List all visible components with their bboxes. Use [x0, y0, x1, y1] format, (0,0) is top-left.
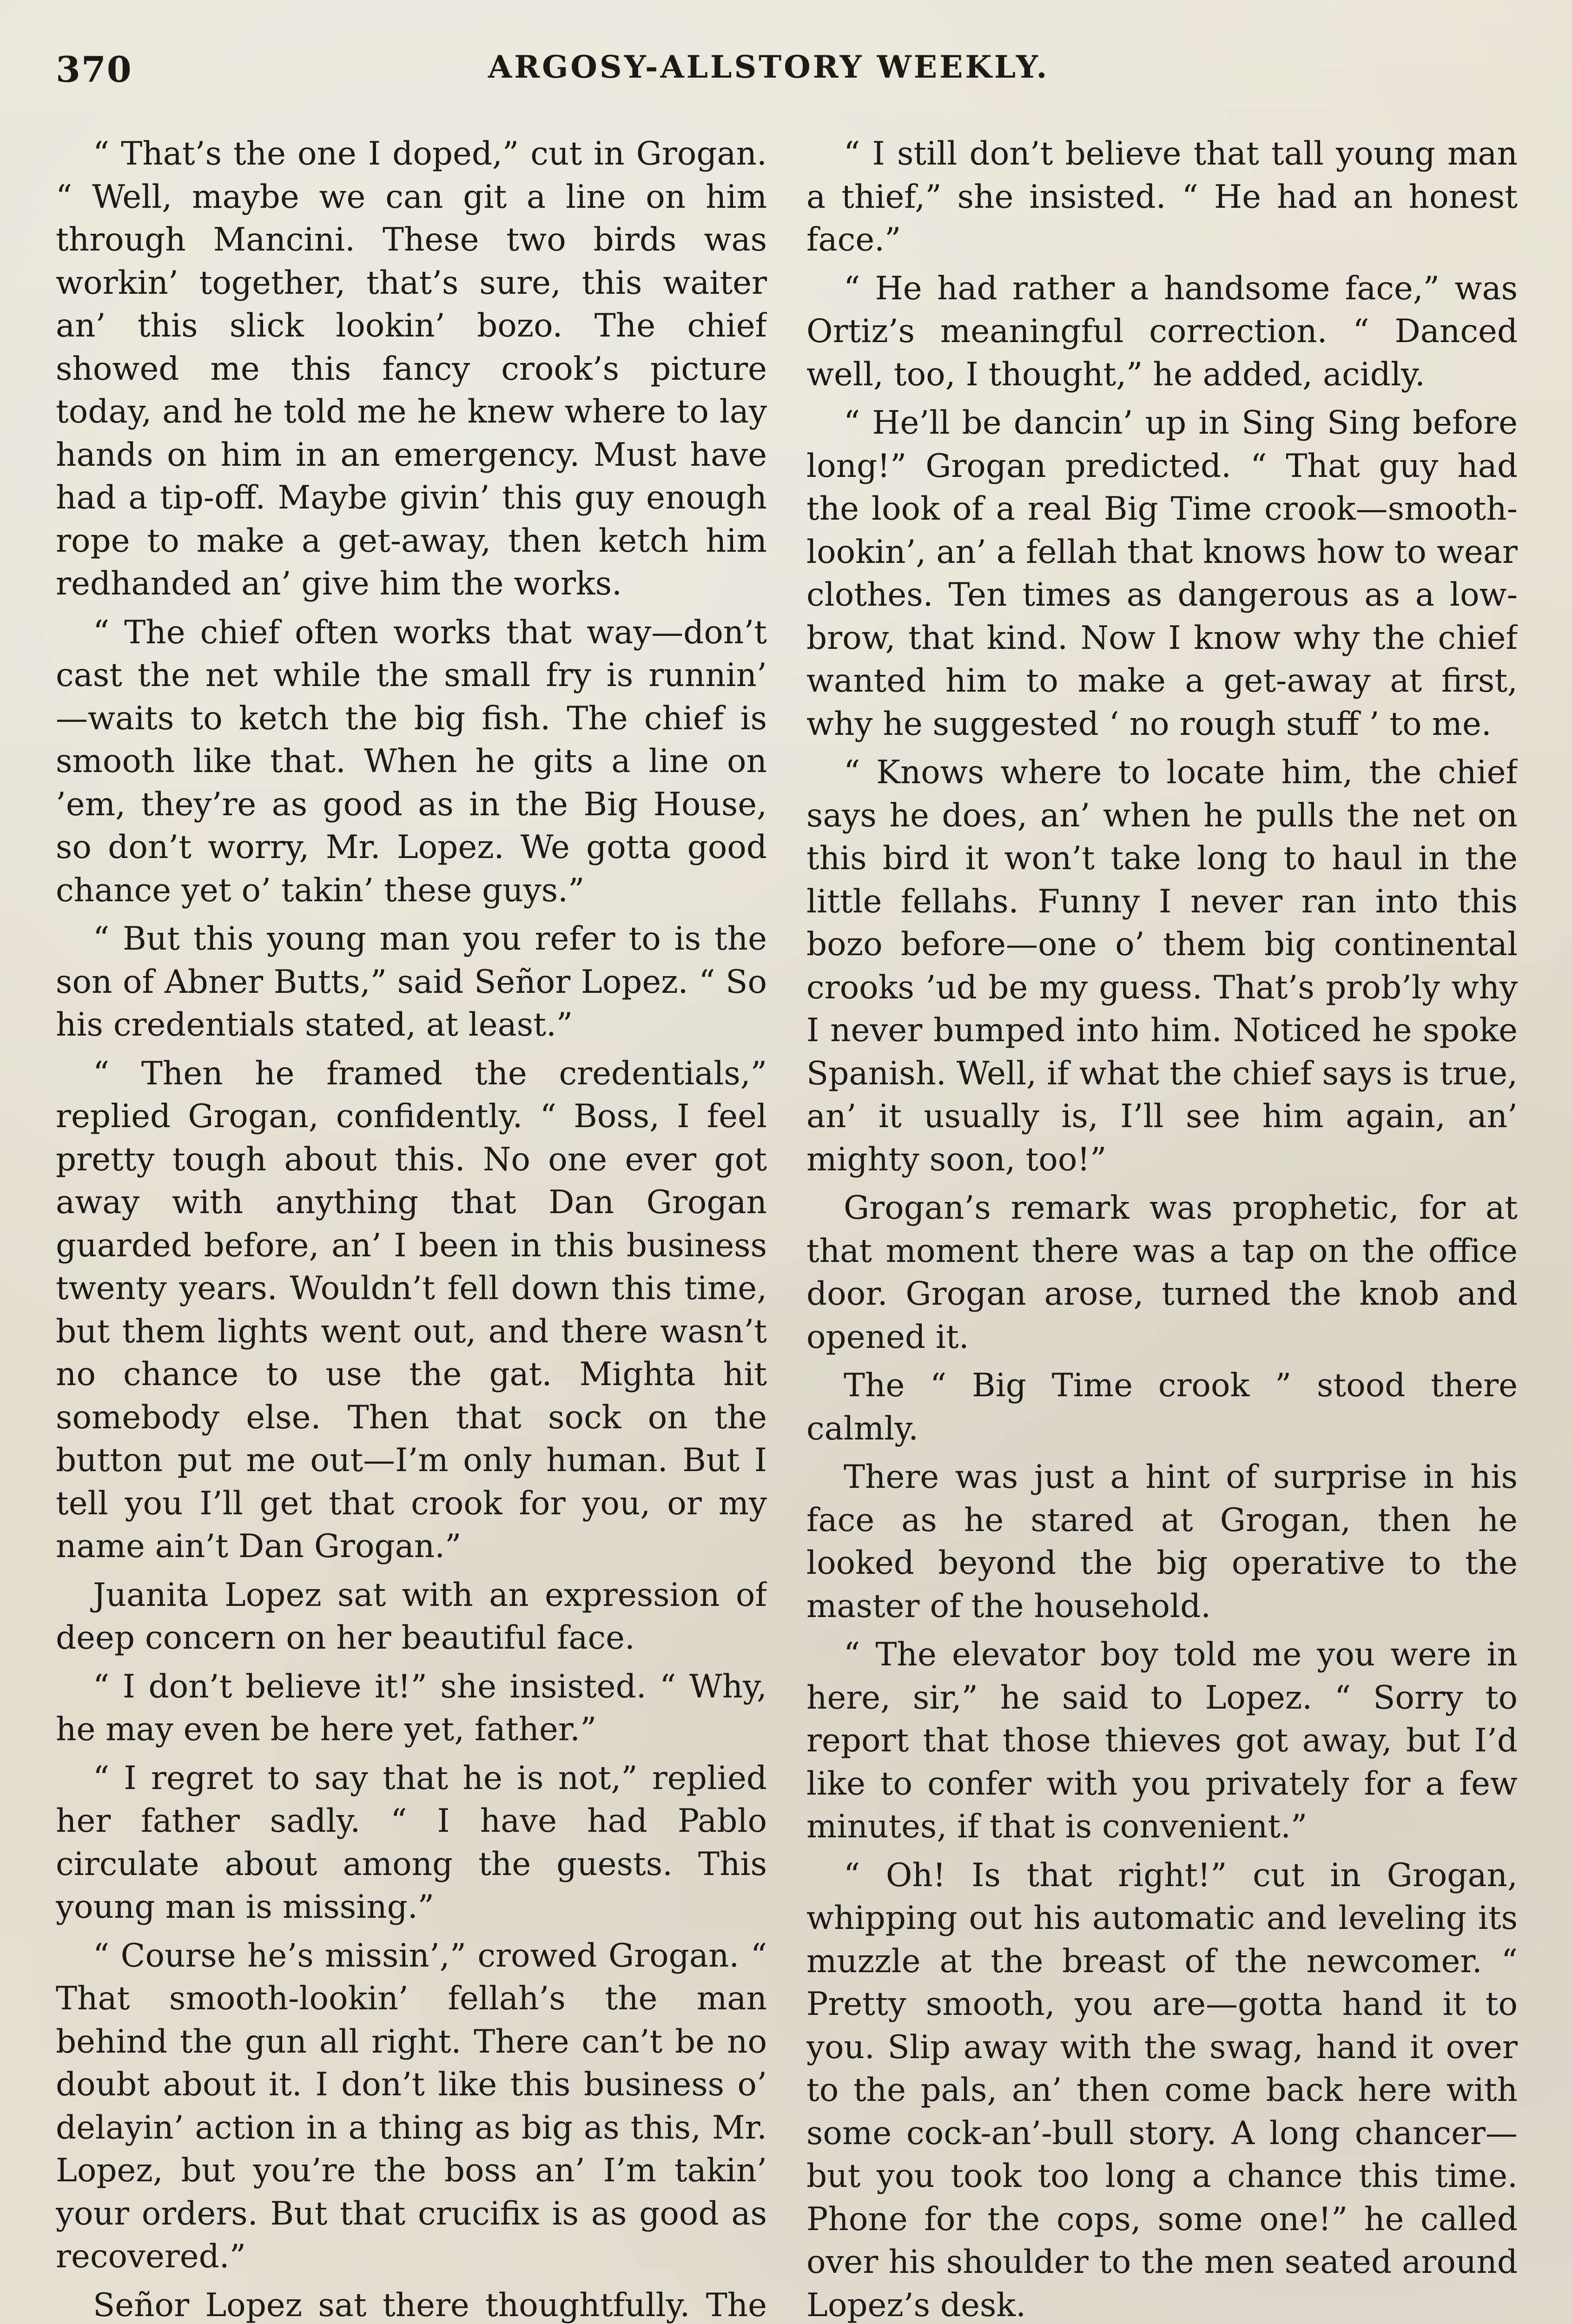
left-paragraph-9: Señor Lopez sat there thoughtfully. The [93, 2286, 767, 2324]
left-column [56, 132, 767, 2324]
left-paragraph-5: Juanita Lopez sat with an expression of deep concern on her beautiful face. [56, 1576, 767, 1657]
right-paragraph-9: “ Oh! Is that right!” cut in Grogan, whipping out his automatic and leveling its muzzle at the breast of the newcomer. “ Pretty smooth, you are—gotta hand it to you. Slip away with the swag, hand it over to the pals, an’ then come back here with some cock-an’-bull story. A long chancer—but you took too long a chance this time. Phone for the cops, some one!” he called over his shoulder to the men seated around Lopez’s desk. [806, 1856, 1518, 2324]
left-paragraph-2: “ The chief often works that way—don’t cast the net while the small fry is runnin’ —waits to ketch the big fish. The chief is smooth like that. When he gits a line on ’em, they’re as good as in the Big House, so don’t worry, Mr. Lopez. We gotta good chance yet o’ takin’ these guys.” [56, 614, 767, 909]
right-paragraph-7: There was just a hint of surprise in his face as he stared at Grogan, then he looked beyond the big operative to the master of the household. [806, 1459, 1518, 1625]
right-paragraph-4: “ Knows where to locate him, the chief says he does, an’ when he pulls the net on this bird it won’t take long to haul in the little fellahs. Funny I never ran into this bozo before—one o’ them big continental crooks ’ud be my guess. That’s prob’ly why I never bumped into him. Noticed he spoke Spanish. Well, if what the chief says is true, an’ it usually is, I’ll see him again, an’ mighty soon, too!” [806, 754, 1518, 1178]
left-paragraph-3: “ But this young man you refer to is the son of Abner Butts,” said Señor Lopez. “ So his credentials stated, at least.” [56, 920, 767, 1043]
right-column [806, 132, 1518, 2324]
left-paragraph-4: “ Then he framed the credentials,” replied Grogan, confidently. “ Boss, I feel pretty tough about this. No one ever got away with anything that Dan Grogan guarded before, an’ I been in this business twenty years. Wouldn’t fell down this time, but them lights went out, and there wasn’t no chance to use the gat. Mighta hit somebody else. Then that sock on the button put me out—I’m only human. But I tell you I’ll get that crook for you, or my name ain’t Dan Grogan.” [56, 1055, 767, 1565]
page-number: 370 [56, 49, 132, 90]
left-paragraph-1: “ That’s the one I doped,” cut in Grogan. “ Well, maybe we can git a line on him through Mancini. These two birds was workin’ together, that’s sure, this waiter an’ this slick lookin’ bozo. The chief showed me this fancy crook’s picture today, and he told me he knew where to lay hands on him in an emergency. Must have had a tip-off. Maybe givin’ this guy enough rope to make a get-away, then ketch him redhanded an’ give him the works. [56, 135, 767, 602]
right-paragraph-1: “ I still don’t believe that tall young man a thief,” she insisted. “ He had an honest face.” [806, 135, 1518, 258]
left-paragraph-8: “ Course he’s missin’,” crowed Grogan. “ That smooth-lookin’ fellah’s the man behind the gun all right. There can’t be no doubt about it. I don’t like this business o’ delayin’ action in a thing as big as this, Mr. Lopez, but you’re the boss an’ I’m takin’ your orders. But that crucifix is as good as recovered.” [56, 1937, 767, 2275]
right-paragraph-2: “ He had rather a handsome face,” was Ortiz’s meaningful correction. “ Danced well, too, I thought,” he added, acidly. [806, 270, 1518, 393]
left-paragraph-6: “ I don’t believe it!” she insisted. “ Why, he may even be here yet, father.” [56, 1668, 767, 1748]
left-paragraph-7: “ I regret to say that he is not,” replied her father sadly. “ I have had Pablo circulate about among the guests. This young man is missing.” [56, 1759, 767, 1926]
right-paragraph-8: “ The elevator boy told me you were in here, sir,” he said to Lopez. “ Sorry to report that those thieves got away, but I’d like to confer with you privately for a few minutes, if that is convenient.” [806, 1636, 1518, 1845]
right-paragraph-3: “ He’ll be dancin’ up in Sing Sing before long!” Grogan predicted. “ That guy had the look of a real Big Time crook—smooth-lookin’, an’ a fellah that knows how to wear clothes. Ten times as dangerous as a low-brow, that kind. Now I know why the chief wanted him to make a get-away at first, why he suggested ‘ no rough stuff ’ to me. [806, 404, 1518, 743]
running-title: ARGOSY-ALLSTORY WEEKLY. [488, 49, 1050, 85]
right-paragraph-5: Grogan’s remark was prophetic, for at that moment there was a tap on the office door. Grogan arose, turned the knob and opened it. [806, 1189, 1518, 1356]
right-paragraph-6: The “ Big Time crook ” stood there calmly. [806, 1367, 1518, 1447]
